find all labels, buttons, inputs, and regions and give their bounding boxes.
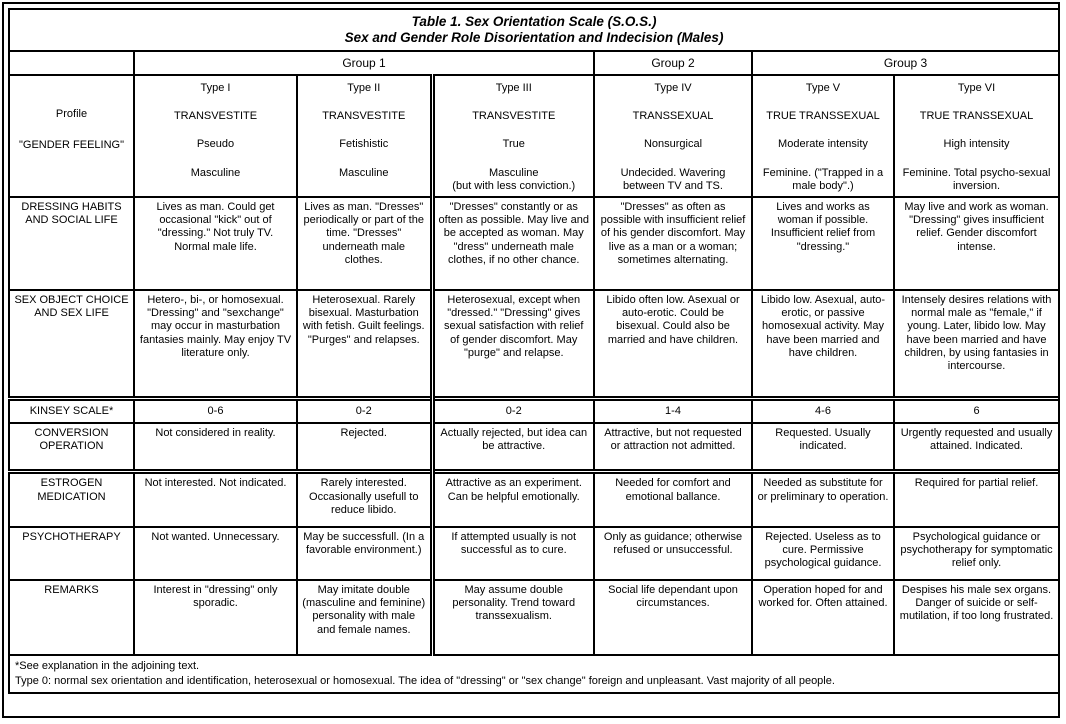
table-title xyxy=(9,9,1059,51)
table-cell: Not considered in reality. xyxy=(134,423,297,472)
profile-row xyxy=(9,75,1059,197)
profile-name: TRANSVESTITE xyxy=(322,110,406,123)
remarks-row xyxy=(9,580,1059,655)
table-cell: Lives and works as woman if possible. Insufficient relief from "dressing." xyxy=(752,197,894,290)
type-header: Type VI xyxy=(957,82,996,94)
table-cell: May assume double personality. Trend toward transsexualism. xyxy=(432,580,594,655)
table-title-line2: Sex and Gender Role Disorientation and Indecision (Males) xyxy=(344,30,724,45)
table-cell: 0-6 xyxy=(134,399,297,423)
table-cell: Attractive, but not requested or attraction not admitted. xyxy=(594,423,752,472)
table-cell: Heterosexual. Rarely bisexual. Masturbation with fetish. Guilt feelings. "Purges" and relapses. xyxy=(297,290,432,399)
type-header: Type I xyxy=(200,82,231,94)
table-cell: Only as guidance; otherwise refused or unsuccessful. xyxy=(594,527,752,580)
profile-name: TRUE TRANSSEXUAL xyxy=(919,110,1034,123)
type-header: Type II xyxy=(347,82,381,94)
gender-feeling-line2: (but with less conviction.) xyxy=(452,179,576,192)
table-cell: May imitate double (masculine and feminine) personality with male and female names. xyxy=(297,580,432,655)
table-cell: Interest in "dressing" only sporadic. xyxy=(134,580,297,655)
profile-name: TRUE TRANSSEXUAL xyxy=(766,110,880,123)
table-cell: Required for partial relief. xyxy=(894,472,1059,527)
footnote-asterisk: *See explanation in the adjoining text. xyxy=(15,659,200,672)
table-cell: Rejected. xyxy=(297,423,432,472)
table-cell: Rejected. Useless as to cure. Permissive psychological guidance. xyxy=(752,527,894,580)
sex-object-row xyxy=(9,290,1059,399)
table-cell: Despises his male sex organs. Danger of suicide or self-mutilation, if too long frustrated. xyxy=(894,580,1059,655)
profile-cell-type4 xyxy=(594,75,752,197)
table-cell: If attempted usually is not successful as to cure. xyxy=(432,527,594,580)
table-cell: Attractive as an experiment. Can be helpful emotionally. xyxy=(432,472,594,527)
gender-feeling: Masculine xyxy=(488,166,539,179)
group-header-row xyxy=(9,51,1059,75)
table-cell: Psychological guidance or psychotherapy for symptomatic relief only. xyxy=(894,527,1059,580)
table-cell: 6 xyxy=(894,399,1059,423)
row-label-conversion-operation: CONVERSION OPERATION xyxy=(9,423,134,472)
dressing-habits-row xyxy=(9,197,1059,290)
table-cell: Intensely desires relations with normal male as "female," if young. Later, libido low. May have been married and have children, by using fantasies in intercourse. xyxy=(894,290,1059,399)
table-cell: Needed for comfort and emotional ballance. xyxy=(594,472,752,527)
profile-label-line2: "GENDER FEELING" xyxy=(19,139,124,152)
table-cell: Not wanted. Unnecessary. xyxy=(134,527,297,580)
table-cell: Hetero-, bi-, or homosexual. "Dressing" and "sexchange" may occur in masturbation fantasies mainly. May enjoy TV literature only. xyxy=(134,290,297,399)
row-label-sex-object: SEX OBJECT CHOICE AND SEX LIFE xyxy=(9,290,134,399)
profile-subtype: High intensity xyxy=(943,138,1010,151)
table-cell: Operation hoped for and worked for. Often attained. xyxy=(752,580,894,655)
table-cell: Urgently requested and usually attained. Indicated. xyxy=(894,423,1059,472)
table-cell: 0-2 xyxy=(432,399,594,423)
row-label-psychotherapy: PSYCHOTHERAPY xyxy=(9,527,134,580)
kinsey-scale-row xyxy=(9,399,1059,423)
gender-feeling: Undecided. Wavering between TV and TS. xyxy=(620,166,726,192)
profile-subtype: Nonsurgical xyxy=(643,138,703,151)
gender-feeling: Feminine. Total psycho-sexual inversion. xyxy=(902,166,1051,192)
table-cell: Heterosexual, except when "dressed." "Dressing" gives sexual satisfaction with relief of gender discomfort. May "purge" and relapse. xyxy=(432,290,594,399)
table-title-row xyxy=(9,9,1059,51)
gender-feeling: Masculine xyxy=(190,166,241,179)
profile-cell-type1 xyxy=(134,75,297,197)
footnote-row xyxy=(9,655,1059,693)
group-header-spacer xyxy=(9,51,134,75)
profile-cell-type6 xyxy=(894,75,1059,197)
table-cell: Requested. Usually indicated. xyxy=(752,423,894,472)
sos-table xyxy=(8,8,1060,694)
table-cell: Lives as man. "Dresses" periodically or part of the time. "Dresses" underneath male clothes. xyxy=(297,197,432,290)
table-cell: Libido low. Asexual, auto-erotic, or passive homosexual activity. May have been married and have children. xyxy=(752,290,894,399)
table-cell: Needed as substitute for or preliminary to operation. xyxy=(752,472,894,527)
profile-subtype: Fetishistic xyxy=(339,138,389,151)
table-cell: May be successfull. (In a favorable environment.) xyxy=(297,527,432,580)
gender-feeling: Feminine. ("Trapped in a male body".) xyxy=(762,166,884,192)
table-cell: 0-2 xyxy=(297,399,432,423)
footnote-type0: Type 0: normal sex orientation and identification, heterosexual or homosexual. The idea of "dressing" or "sex change" foreign and unpleasant. Vast majority of all people. xyxy=(15,674,835,687)
profile-cell-type3 xyxy=(432,75,594,197)
table-cell: Not interested. Not indicated. xyxy=(134,472,297,527)
estrogen-medication-row xyxy=(9,472,1059,527)
gender-feeling: Masculine xyxy=(338,166,389,179)
table-cell: Rarely interested. Occasionally usefull to reduce libido. xyxy=(297,472,432,527)
table-cell: 4-6 xyxy=(752,399,894,423)
table-cell: Libido often low. Asexual or auto-erotic. Could be bisexual. Could also be married and have children. xyxy=(594,290,752,399)
table-cell: Social life dependant upon circumstances. xyxy=(594,580,752,655)
row-label-remarks: REMARKS xyxy=(9,580,134,655)
profile-cell-type5 xyxy=(752,75,894,197)
table-cell: Lives as man. Could get occasional "kick" out of "dressing." Not truly TV. Normal male life. xyxy=(134,197,297,290)
profile-name: TRANSSEXUAL xyxy=(632,110,714,123)
profile-cell-type2 xyxy=(297,75,432,197)
footnotes xyxy=(9,655,1059,693)
table-cell: May live and work as woman. "Dressing" gives insufficient relief. Gender discomfort intense. xyxy=(894,197,1059,290)
profile-label-line1: Profile xyxy=(55,108,88,120)
table-cell: "Dresses" as often as possible with insufficient relief of his gender discomfort. May live as a man or a woman; sometimes alternating. xyxy=(594,197,752,290)
profile-subtype: Moderate intensity xyxy=(778,138,868,151)
profile-subtype: True xyxy=(502,138,525,151)
group-3-header: Group 3 xyxy=(752,51,1059,75)
table-cell: 1-4 xyxy=(594,399,752,423)
group-1-header: Group 1 xyxy=(134,51,594,75)
row-label-dressing-habits: DRESSING HABITS AND SOCIAL LIFE xyxy=(9,197,134,290)
table-cell: Actually rejected, but idea can be attractive. xyxy=(432,423,594,472)
type-header: Type III xyxy=(495,82,532,94)
type-header: Type IV xyxy=(654,82,692,94)
group-2-header: Group 2 xyxy=(594,51,752,75)
type-header: Type V xyxy=(805,82,841,94)
row-label-profile xyxy=(9,75,134,197)
conversion-operation-row xyxy=(9,423,1059,472)
profile-name: TRANSVESTITE xyxy=(472,110,556,123)
table-cell: "Dresses" constantly or as often as possible. May live and be accepted as woman. May "dress" underneath male clothes, if no other chance. xyxy=(432,197,594,290)
table-title-line1: Table 1. Sex Orientation Scale (S.O.S.) xyxy=(411,13,657,29)
psychotherapy-row xyxy=(9,527,1059,580)
row-label-estrogen-medication: ESTROGEN MEDICATION xyxy=(9,472,134,527)
profile-subtype: Pseudo xyxy=(196,138,235,151)
profile-name: TRANSVESTITE xyxy=(173,110,258,123)
row-label-kinsey-scale: KINSEY SCALE* xyxy=(9,399,134,423)
